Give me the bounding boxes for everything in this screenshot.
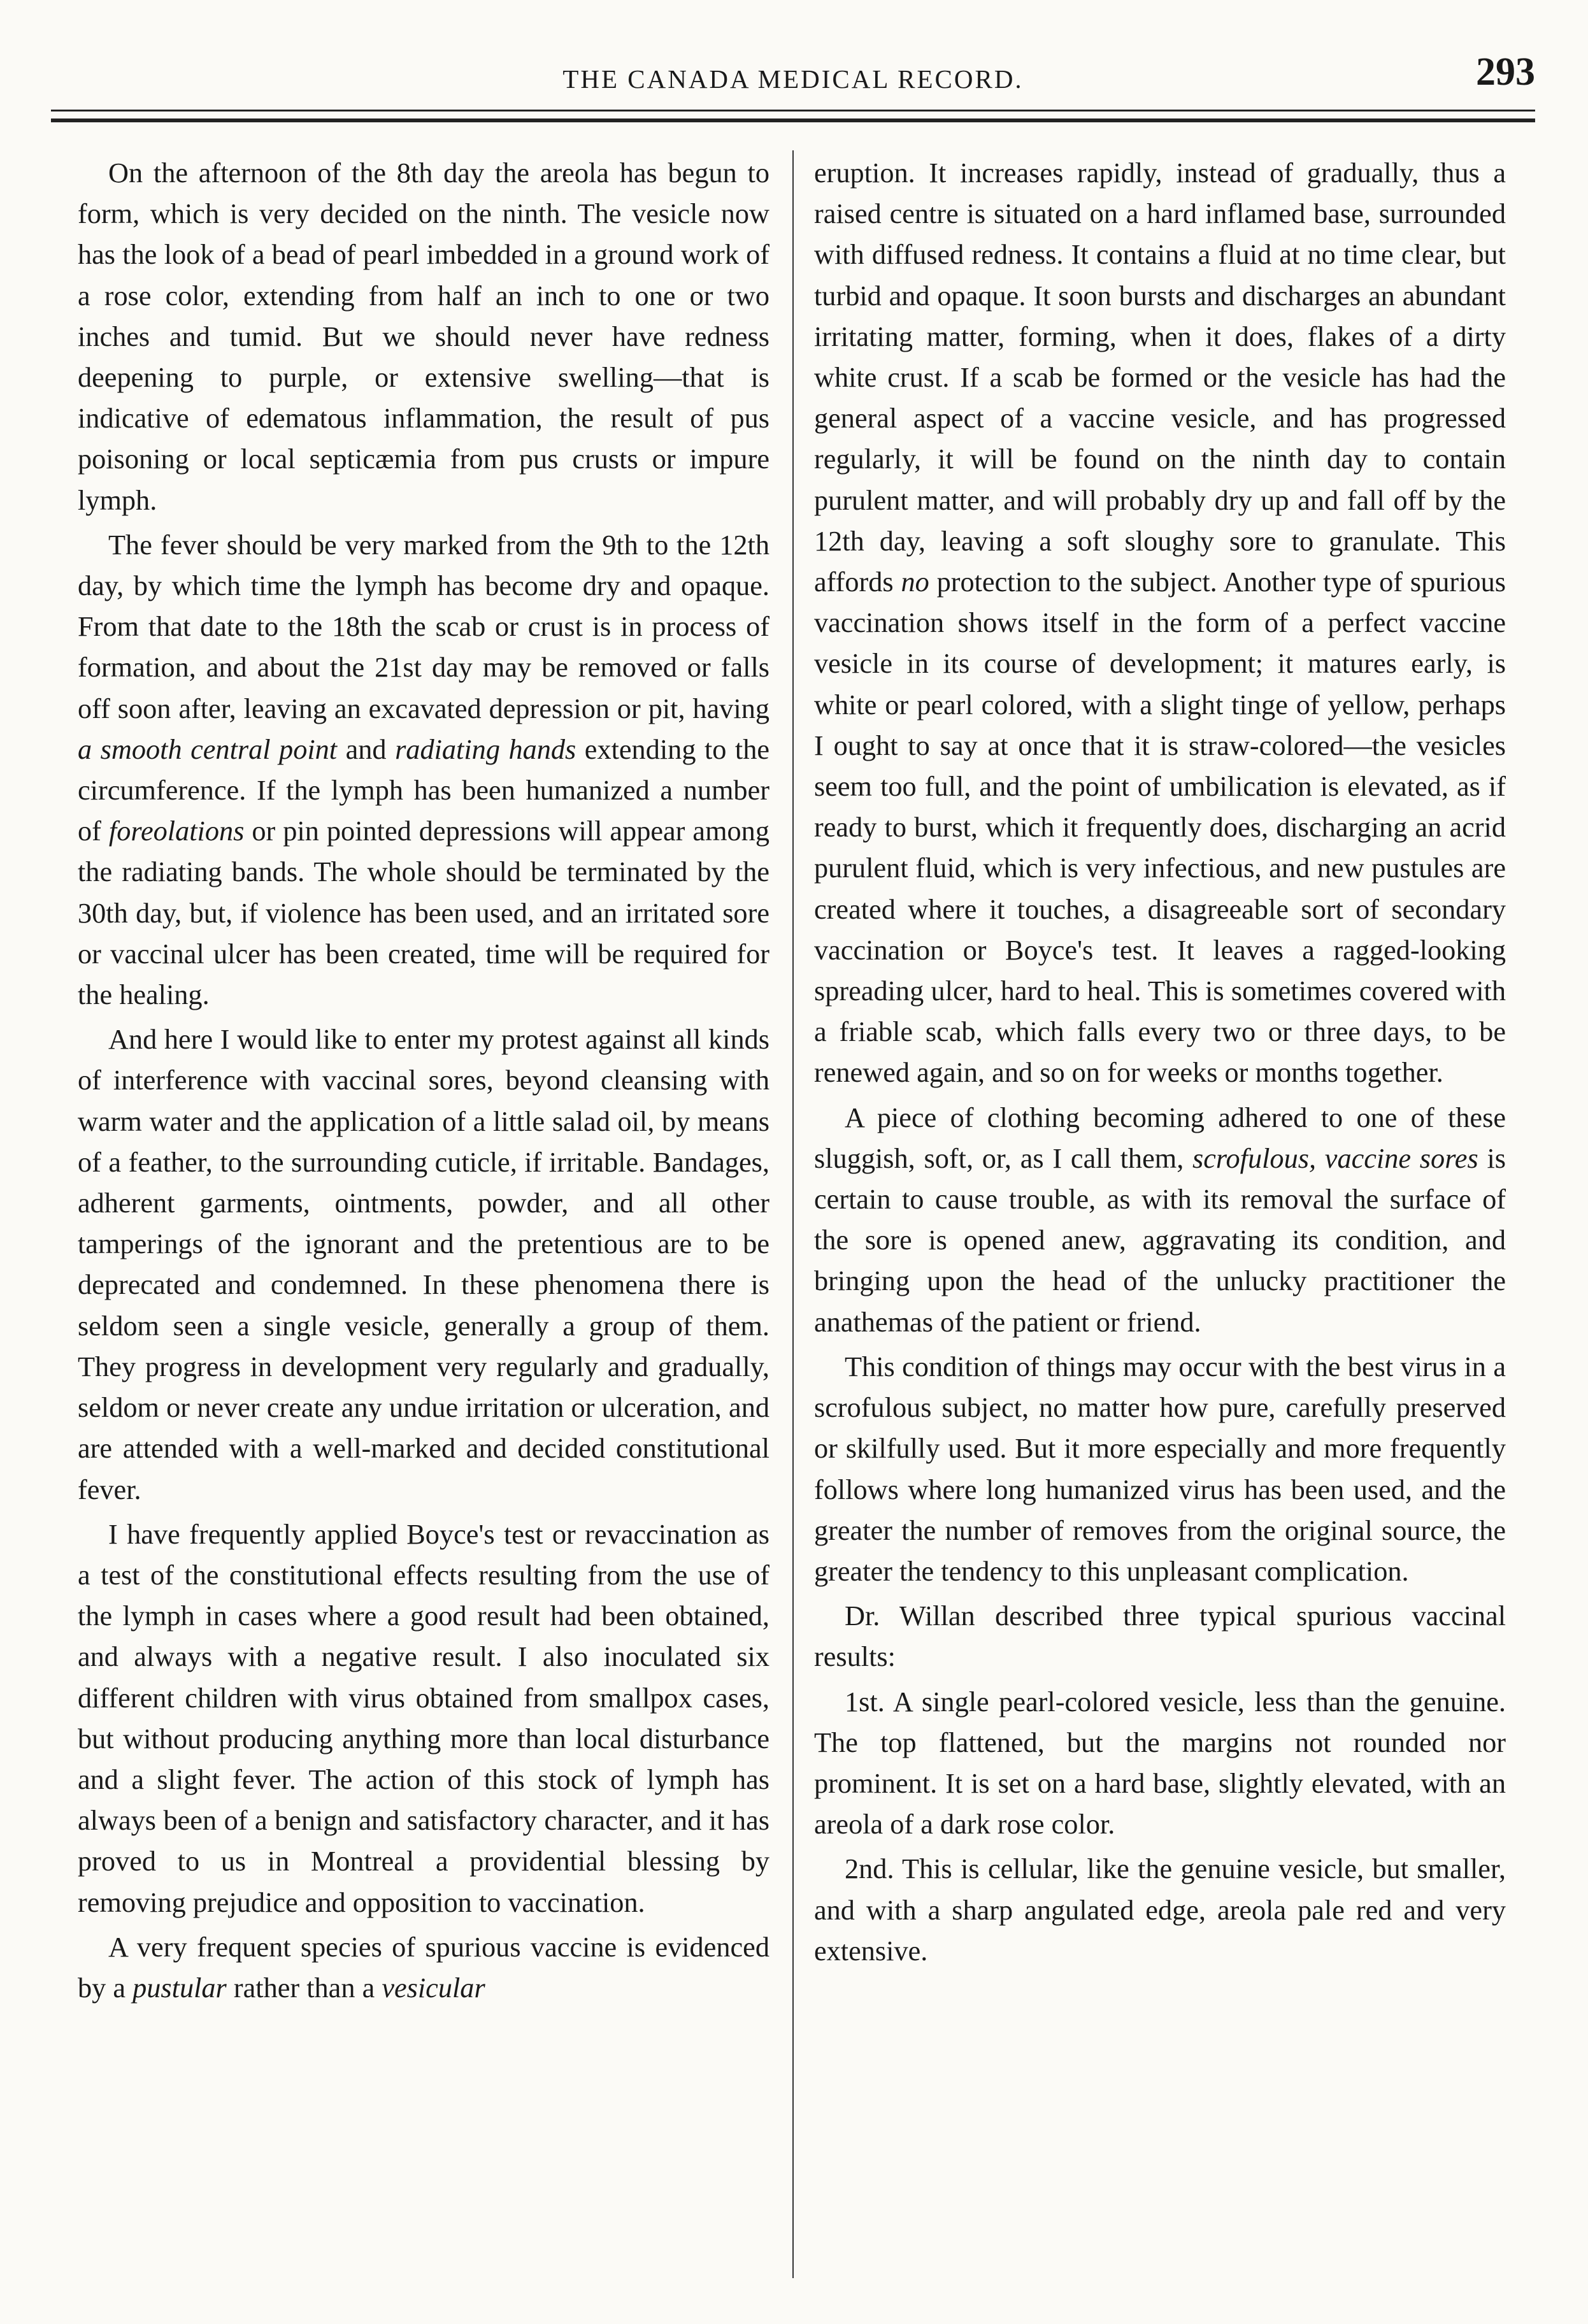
left-p2-text-a: The fever should be very marked from the 9th to the 12th day, by which time the lymph has become dry and opaque. From that date to the 18th the scab or crust is in process of formation, and about the 21st day may be removed or falls off soon after, leaving an excavated depression or pit, having: [78, 529, 769, 724]
right-p2-text-a: A piece of clothing becoming adhered to one of these sluggish, soft, or, as I call them,: [814, 1101, 1506, 1174]
left-paragraph-fever: [78, 525, 769, 1015]
right-paragraph-condition: This condition of things may occur with the best virus in a scrofulous subject, no matter how pure, carefully preserved or skilfully used. But it more especially and more frequently follows where long humanized virus has been used, and the greater the number of removes from the original source, the greater the tendency to this unpleasant complication.: [814, 1351, 1506, 1587]
right-p1-text-a: eruption. It increases rapidly, instead of gradually, thus a raised centre is situated on a hard inflamed base, surrounded with diffused redness. It contains a fluid at no time clear, but turbid and opaque. It soon bursts and discharges an abundant irritating matter, forming, when it does, flakes of a dirty white crust. If a scab be formed or the vesicle has had the general aspect of a vaccine vesicle, and has progressed regularly, it will be found on the ninth day to contain purulent matter, and will probably dry up and fall off by the 12th day, leaving a soft sloughy sore to granulate. This affords: [814, 157, 1506, 598]
left-paragraph-boyce-test: I have frequently applied Boyce's test or revaccination as a test of the constitutional effects resulting from the use of the lymph in cases where a good result had been obtained, and always with a negative result. I also inoculated six different children with virus obtained from smallpox cases, but without producing anything more than local disturbance and a slight fever. The action of this stock of lymph has always been of a benign and satisfactory character, and it has proved to us in Montreal a providential blessing by removing prejudice and opposition to vaccination.: [78, 1518, 769, 1918]
right-p1-text-b: protection to the subject. Another type of spurious vaccination shows itself in the form of a perfect vaccine vesicle in its course of development; it matures early, is white or pearl colored, with a slight tinge of yellow, perhaps I ought to say at once that it is straw-colored—the vesicles seem too full, and the point of umbilication is elevated, as if ready to burst, which it frequently does, discharging an acrid purulent fluid, which is very infectious, and new pustules are created where it touches, a disagreeable sort of secondary vaccination or Boyce's test. It leaves a ragged-looking spreading ulcer, hard to heal. This is sometimes covered with a friable scab, which falls every two or three days, to be renewed again, and so on for weeks or months together.: [814, 566, 1506, 1089]
left-p2-italic-c: foreolations: [108, 815, 245, 847]
header-rule-thin: [51, 110, 1535, 111]
left-p2-italic-b: radiating hands: [395, 733, 576, 765]
left-p5-text-a: A very frequent species of spurious vaccine is evidenced by a: [78, 1931, 769, 2004]
column-divider: [792, 150, 794, 2278]
left-paragraph-protest: And here I would like to enter my protest against all kinds of interference with vaccinal sores, beyond cleansing with warm water and the application of a little salad oil, by means of a feather, to the surrounding cuticle, if irritable. Bandages, adherent garments, ointments, powder, and all other tamperings of the ignorant and the pretentious are to be deprecated and condemned. In these phenomena there is seldom seen a single vesicle, generally a group of them. They progress in development very regularly and gradually, seldom or never create any undue irritation or ulceration, and are attended with a well-marked and decided constitutional fever.: [78, 1024, 769, 1505]
right-p2-italic: scrofulous, vaccine sores: [1192, 1142, 1478, 1174]
left-p5-text-b: rather than a: [226, 1972, 382, 2004]
right-paragraph-willan: Dr. Willan described three typical spurious vaccinal results:: [814, 1600, 1506, 1673]
left-p2-italic-a: a smooth central point: [78, 733, 338, 765]
right-paragraph-second: 2nd. This is cellular, like the genuine vesicle, but smaller, and with a sharp angulated edge, areola pale red and very extensive.: [814, 1853, 1506, 1967]
left-p2-text-c: or pin pointed depressions will appear among the radiating bands. The whole should be terminated by the 30th day, but, if violence has been used, and an irritated sore or vaccinal ulcer has been created, time will be required for the healing.: [78, 815, 769, 1011]
right-paragraph-first: 1st. A single pearl-colored vesicle, less than the genuine. The top flattened, but the margins not rounded nor prominent. It is set on a hard base, slightly elevated, with an areola of a dark rose color.: [814, 1686, 1506, 1840]
header-rule-thick: [51, 118, 1535, 122]
right-paragraph-eruption: [814, 153, 1506, 1094]
left-p5-italic-b: vesicular: [382, 1972, 485, 2004]
right-paragraph-clothing: [814, 1098, 1506, 1343]
left-p2-text-and: and: [337, 733, 396, 765]
right-p1-italic: no: [901, 566, 929, 598]
left-p5-italic-a: pustular: [132, 1972, 227, 2004]
page-header: [51, 38, 1535, 102]
left-column: [78, 153, 769, 2281]
right-column: [814, 153, 1506, 2281]
page-number: 293: [1476, 50, 1535, 94]
right-p2-text-b: is certain to cause trouble, as with its removal the surface of the sore is opened anew, aggravating its condition, and bringing upon the head of the unlucky practitioner the anathemas of the patient or friend.: [814, 1142, 1506, 1338]
left-paragraph-spurious: [78, 1927, 769, 2009]
left-paragraph-areola: On the afternoon of the 8th day the areola has begun to form, which is very decided on the ninth. The vesicle now has the look of a bead of pearl imbedded in a ground work of a rose color, extending from half an inch to one or two inches and tumid. But we should never have redness deepening to purple, or extensive swelling—that is indicative of edematous inflammation, the result of pus poisoning or local septicæmia from pus crusts or impure lymph.: [78, 157, 769, 516]
left-p2-text-b: extending to the circumference. If the lymph has been humanized a number of: [78, 733, 769, 847]
journal-title: THE CANADA MEDICAL RECORD.: [562, 64, 1024, 94]
